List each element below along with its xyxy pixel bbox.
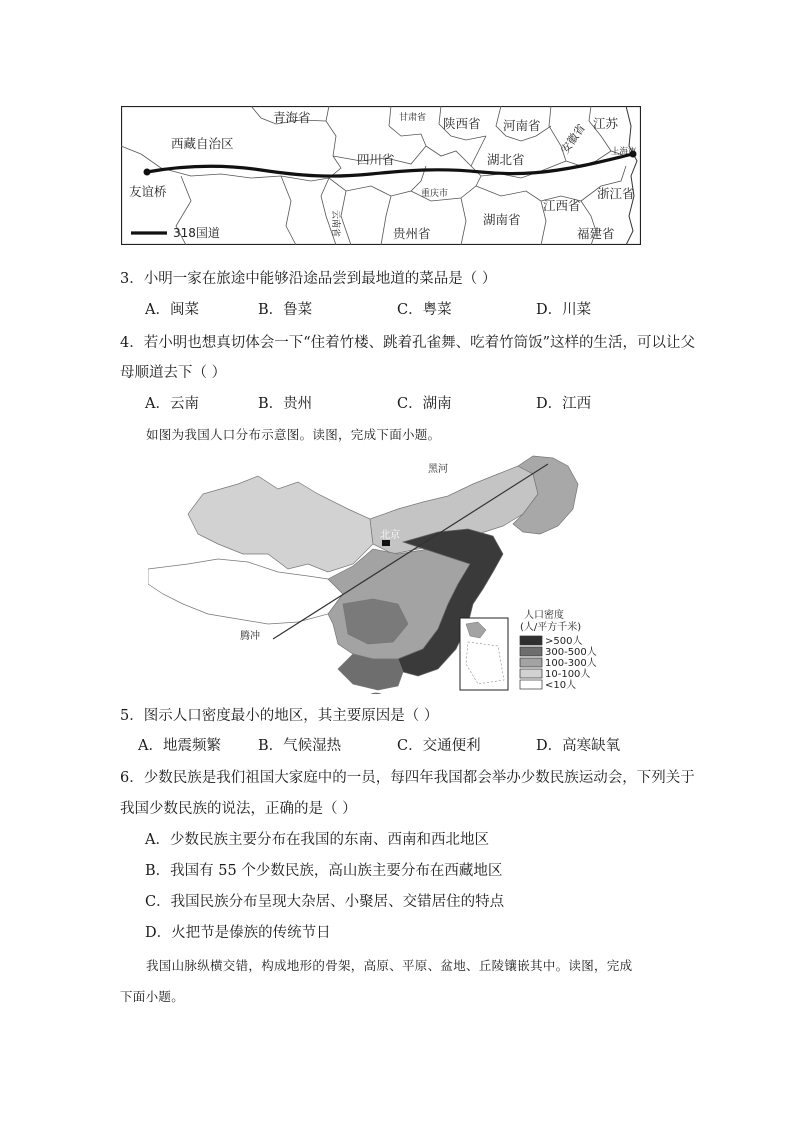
q4-option-d: D．江西 xyxy=(536,396,592,412)
label-heihe: 黑河 xyxy=(428,464,448,475)
province-guizhou: 贵州省 xyxy=(393,226,431,241)
q3-option-d: D．川菜 xyxy=(536,302,592,318)
legend-label-3: 10-100人 xyxy=(545,669,591,680)
q4-option-a: A．云南 xyxy=(145,396,199,412)
q3-option-b: B．鲁菜 xyxy=(258,302,313,318)
route-318-map xyxy=(121,106,641,245)
q4-option-b: B．贵州 xyxy=(258,396,313,412)
question-5: 5．图示人口密度最小的地区，其主要原因是（ ） xyxy=(120,708,439,724)
legend-title-1: 人口密度 xyxy=(524,610,564,621)
province-shaanxi: 陕西省 xyxy=(443,116,481,131)
q6-option-c: C．我国民族分布呈现大杂居、小聚居、交错居住的特点 xyxy=(145,894,505,910)
question-4-line2: 母顺道去下（ ） xyxy=(120,365,227,381)
city-shanghai: 上海市 xyxy=(611,147,637,157)
province-anhui: 安徽省 xyxy=(558,121,588,157)
q4-option-c: C．湖南 xyxy=(397,396,452,412)
q5-option-a: A．地震频繁 xyxy=(138,738,221,754)
q5-option-b: B．气候湿热 xyxy=(258,738,342,754)
province-sichuan: 四川省 xyxy=(357,152,395,167)
question-4-line1: 4．若小明也想真切体会一下“住着竹楼、跳着孔雀舞、吃着竹筒饭”这样的生活，可以让父 xyxy=(120,335,696,351)
province-yunnan: 云南省 xyxy=(330,210,340,238)
legend-label-318: 318国道 xyxy=(173,226,220,240)
label-beijing: 北京 xyxy=(380,530,400,541)
province-jiangxi: 江西省 xyxy=(543,198,581,213)
question-6-line2: 我国少数民族的说法，正确的是（ ） xyxy=(120,801,357,817)
density-legend xyxy=(520,608,597,691)
province-gansu: 甘肃省 xyxy=(399,113,427,123)
caption-terrain-line1: 我国山脉纵横交错，构成地形的骨架，高原、平原、盆地、丘陵镶嵌其中。读图，完成 xyxy=(146,958,633,973)
province-henan: 河南省 xyxy=(503,118,541,133)
q5-option-c: C．交通便利 xyxy=(397,738,481,754)
q3-option-a: A．闽菜 xyxy=(145,302,199,318)
region-southeast xyxy=(338,654,403,690)
legend-title-2: (人/平方千米) xyxy=(520,622,582,633)
province-fujian: 福建省 xyxy=(577,226,615,241)
legend-swatch-1 xyxy=(520,647,542,656)
q3-option-c: C．粤菜 xyxy=(397,302,452,318)
place-youyiqiao: 友谊桥 xyxy=(129,184,167,199)
legend-label-0: >500人 xyxy=(545,636,583,647)
label-tengchong: 腾冲 xyxy=(240,631,260,642)
population-density-map xyxy=(148,454,618,694)
province-xizang: 西藏自治区 xyxy=(171,136,234,151)
province-hubei: 湖北省 xyxy=(487,152,525,167)
caption-population-map: 如图为我国人口分布示意图。读图，完成下面小题。 xyxy=(146,427,441,442)
route-start-marker xyxy=(144,169,151,176)
question-6-line1: 6．少数民族是我们祖国大家庭中的一员，每四年我国都会举办少数民族运动会，下列关于 xyxy=(120,770,695,786)
legend-swatch-2 xyxy=(520,658,542,667)
city-chongqing: 重庆市 xyxy=(421,189,449,199)
q6-option-b: B．我国有 55 个少数民族，高山族主要分布在西藏地区 xyxy=(145,863,503,879)
legend-label-2: 100-300人 xyxy=(545,658,597,669)
region-tibet xyxy=(148,559,343,624)
legend-label-4: <10人 xyxy=(545,680,577,691)
legend-swatch-3 xyxy=(520,669,542,678)
province-zhejiang: 浙江省 xyxy=(597,186,635,201)
region-northwest xyxy=(188,476,373,572)
legend-swatch-0 xyxy=(520,636,542,645)
province-jiangsu: 江苏 xyxy=(593,116,619,131)
caption-terrain-line2: 下面小题。 xyxy=(120,989,185,1004)
province-hunan: 湖南省 xyxy=(483,212,521,227)
question-3: 3．小明一家在旅途中能够沿途品尝到最地道的菜品是（ ） xyxy=(120,271,497,287)
q6-option-d: D．火把节是傣族的传统节日 xyxy=(145,925,331,941)
q6-option-a: A．少数民族主要分布在我国的东南、西南和西北地区 xyxy=(145,832,489,848)
legend-swatch-4 xyxy=(520,680,542,689)
q5-option-d: D．高寒缺氧 xyxy=(536,738,621,754)
island-hainan xyxy=(368,693,384,694)
province-qinghai: 青海省 xyxy=(273,110,311,125)
legend-label-1: 300-500人 xyxy=(545,647,597,658)
